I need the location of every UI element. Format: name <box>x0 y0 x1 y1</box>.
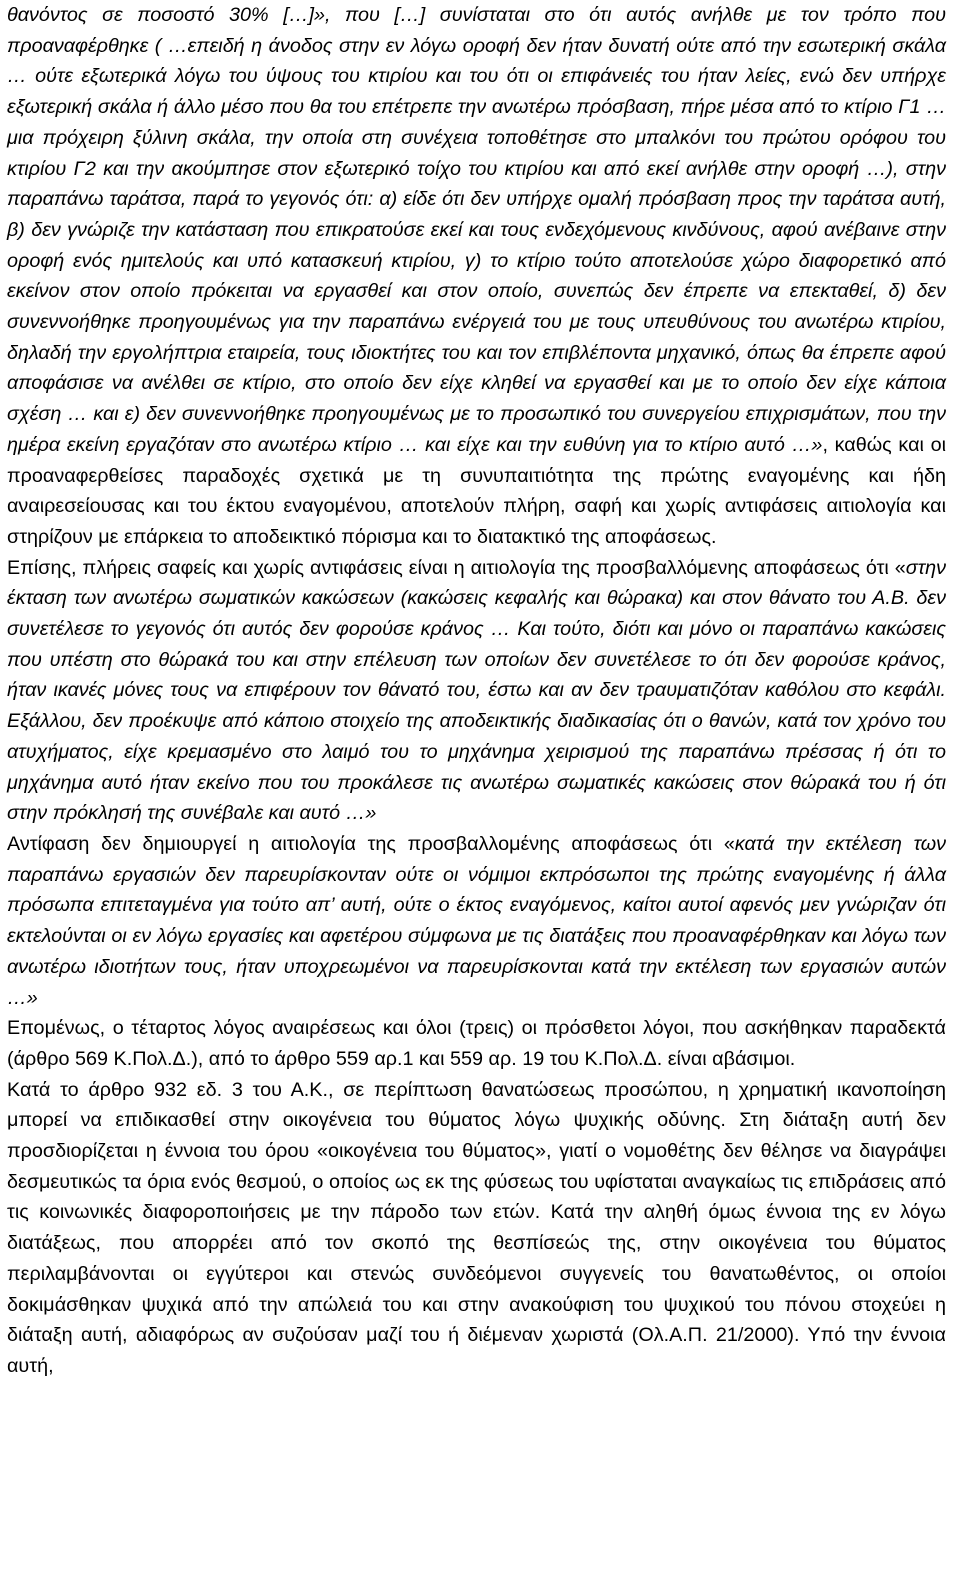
body-text: Αντίφαση δεν δημιουργεί η αιτιολογία της προσβαλλομένης αποφάσεως ότι « <box>7 832 735 855</box>
paragraph-no-contradiction <box>7 829 946 1013</box>
body-text: Επομένως, ο τέταρτος λόγος αναιρέσεως και όλοι (τρεις) οι πρόσθετοι λόγοι, που ασκήθηκαν παραδεκτά (άρθρο 569 Κ.Πολ.Δ.), από το άρθρο 559 αρ.1 και 559 αρ. 19 του Κ.Πολ.Δ. είναι αβάσιμοι. <box>7 1017 946 1070</box>
body-text: , καθώς και οι προαναφερθείσες παραδοχές σχετικά με τη συνυπαιτιότητα της πρώτης εναγομένης και ήδη αναιρεσείουσας και του έκτου εναγομένου, αποτελούν πλήρη, σαφή και χωρίς αντιφάσεις αιτιολογία και στηρίζουν με επάρκεια το αποδεικτικό πόρισμα και το διατακτικό της αποφάσεως. <box>7 433 946 548</box>
paragraph-clarity-reasoning <box>7 553 946 829</box>
quoted-text: θανόντος σε ποσοστό 30% […]», που […] <box>7 4 440 26</box>
paragraph-quote-continuation <box>7 0 946 553</box>
paragraph-fourth-ground <box>7 1013 946 1074</box>
paragraph-article-932 <box>7 1075 946 1382</box>
body-text: Κατά το άρθρο 932 εδ. 3 του Α.Κ., σε περίπτωση θανατώσεως προσώπου, η χρηματική ικανοποίηση μπορεί να επιδικασθεί στην οικογένεια του θύματος λόγω ψυχικής οδύνης. Στη διάταξη αυτή δεν προσδιορίζεται η έννοια του όρου «οικογένεια του θύματος», γιατί ο νομοθέτης δεν θέλησε να διαγράψει δεσμευτικώς τα όρια ενός θεσμού, ο οποίος ως εκ της φύσεως του υφίσταται αναγκαίως τις επιδράσεις από τις κοινωνικές διαφοροποιήσεις με την πάροδο των ετών. Κατά την αληθή όμως έννοια της εν λόγω διατάξεως, που απορρέει από τον σκοπό της θεσπίσεώς της, στην οικογένεια του θύματος περιλαμβάνονται οι εγγύτεροι και στενώς συνδεόμενοι συγγενείς του θανατωθέντος, οι οποίοι δοκιμάσθηκαν ψυχικά από την απώλειά του και στην ανακούφιση του ψυχικού του πόνου στοχεύει η διάταξη αυτή, αδιαφόρως αν συζούσαν μαζί του ή διέμεναν χωριστά (Ολ.Α.Π. 21/2000). Υπό την έννοια αυτή, <box>7 1078 946 1377</box>
body-text: Επίσης, πλήρεις σαφείς και χωρίς αντιφάσεις είναι η αιτιολογία της προσβαλλόμενης αποφάσεως ότι « <box>7 556 906 579</box>
quoted-text: συνίσταται στο ότι αυτός ανήλθε με τον τρόπο που προαναφέρθηκε ( …επειδή η άνοδος στην εν λόγω οροφή δεν ήταν δυνατή ούτε από την εσωτερική σκάλα … ούτε εξωτερικά λόγω του ύψους του κτιρίου και του ότι οι επιφάνειές του ήταν λείες, ενώ δεν υπήρχε εξωτερική σκάλα ή άλλο μέσο που θα του επέτρεπε την ανωτέρω πρόσβαση, πήρε μέσα από το κτίριο Γ1 … μια πρόχειρη ξύλινη σκάλα, την οποία στη συνέχεια τοποθέτησε στο μπαλκόνι του πρώτου ορόφου του κτιρίου Γ2 και την ακούμπησε στον εξωτερικό τοίχο του κτιρίου και από εκεί ανήλθε στην οροφή …), στην παραπάνω ταράτσα, παρά το γεγονός ότι: α) είδε ότι δεν υπήρχε ομαλή πρόσβαση προς την ταράτσα αυτή, β) δεν γνώριζε την κατάσταση που επικρατούσε εκεί και τους ενδεχόμενους κινδύνους, αφού ανέβαινε στην οροφή ενός ημιτελούς και υπό κατασκευή κτιρίου, γ) το κτίριο τούτο αποτελούσε χώρο διαφορετικό από εκείνον στον οποίο πρόκειται να εργασθεί και στον οποίο, συνεπώς δεν έπρεπε να επεκταθεί, δ) δεν συνεννοήθηκε προηγουμένως για την παραπάνω ενέργειά του με τους υπευθύνους του ανωτέρω κτιρίου, δηλαδή την εργολήπτρια εταιρεία, τους ιδιοκτήτες του και τον επιβλέποντα μηχανικό, όπως θα έπρεπε αφού αποφάσισε να ανέλθει σε κτίριο, στο οποίο δεν είχε κληθεί να εργασθεί και με το οποίο δεν είχε κάποια σχέση … και ε) δεν συνεννοήθηκε προηγουμένως με το προσωπικό του συνεργείου επιχρισμάτων, που την ημέρα εκείνη εργαζόταν στο ανωτέρω κτίριο … και είχε και την ευθύνη για το κτίριο αυτό …» <box>7 4 947 456</box>
quoted-text: στην έκταση των ανωτέρω σωματικών κακώσεων (κακώσεις κεφαλής και θώρακα) και στον θάνατο του Α.Β. δεν συνετέλεσε το γεγονός ότι αυτός δεν φορούσε κράνος … Και τούτο, διότι και μόνο οι παραπάνω κακώσεις που υπέστη στο θώρακά του και στην επέλευση των οποίων δεν συνετέλεσε το ότι δεν φορούσε κράνος, ήταν ικανές μόνες τους να επιφέρουν τον θάνατό του, έστω και αν δεν τραυματιζόταν καθόλου στο κεφάλι. Εξάλλου, δεν προέκυψε από κάποιο στοιχείο της αποδεικτικής διαδικασίας ότι ο θανών, κατά τον χρόνο του ατυχήματος, είχε κρεμασμένο στο λαιμό του το μηχάνημα χειρισμού της παραπάνω πρέσσας ή ότι το μηχάνημα αυτό ήταν εκείνο που του προκάλεσε τις ανωτέρω σωματικές κακώσεις στον θώρακά του ή ότι στην πρόκλησή της συνέβαλε και αυτό …» <box>7 556 946 825</box>
quoted-text: κατά την εκτέλεση των παραπάνω εργασιών δεν παρευρίσκονταν ούτε οι νόμιμοι εκπρόσωποι της πρώτης εναγομένης ή άλλα πρόσωπα επιτεταγμένα για τούτο απ’ αυτή, ούτε ο έκτος εναγόμενος, καίτοι αυτοί αφενός μεν γνώριζαν ότι εκτελούνται οι εν λόγω εργασίες και αφετέρου σύμφωνα με τις διατάξεις που προαναφέρθηκαν και λόγω των ανωτέρω ιδιοτήτων τους, ήταν υποχρεωμένοι να παρευρίσκονται κατά την εκτέλεση των εργασιών αυτών …» <box>7 832 946 1009</box>
